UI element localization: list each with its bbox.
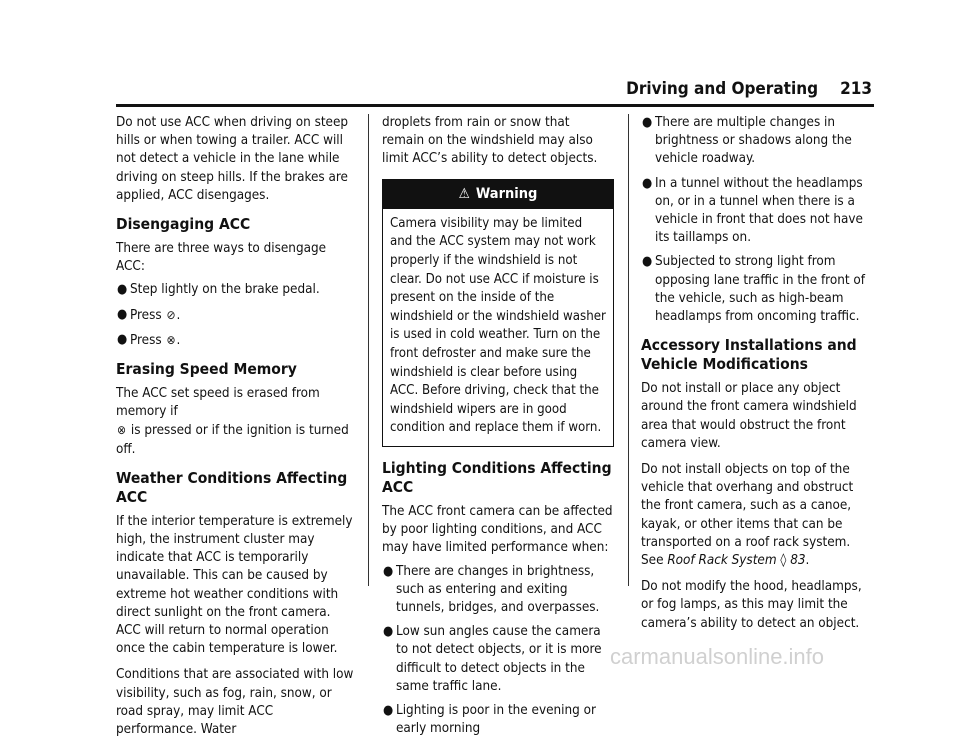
- list-item: ● Lighting is poor in the evening or early morning: [383, 702, 596, 737]
- bullet-list: [641, 114, 875, 326]
- column-1: [116, 114, 356, 747]
- list-item: ● There are changes in brightness, such as entering and exiting tunnels, bridges, and overpasses.: [383, 563, 600, 615]
- heading-accessory: Accessory Installations and Vehicle Modifications: [641, 336, 857, 374]
- watermark: carmanualsonline.info: [610, 644, 825, 669]
- column-3: [641, 114, 875, 641]
- paragraph: Do not install or place any object around the front camera windshield area that would obstruct the front camera view.: [641, 381, 857, 451]
- list-item: ● Low sun angles cause the camera to not detect objects, or it is more difficult to detect objects in the same traffic lane.: [383, 624, 602, 694]
- warning-triangle-icon: ⚠: [458, 185, 470, 202]
- paragraph: Do not modify the hood, headlamps, or fog lamps, as this may limit the camera’s ability to detect an object.: [641, 579, 862, 631]
- column-divider: [368, 114, 369, 586]
- paragraph: The ACC front camera can be affected by poor lighting conditions, and ACC may have limited performance when:: [382, 503, 613, 556]
- paragraph: The ACC set speed is erased from memory if ⊗ is pressed or if the ignition is turned off.: [116, 386, 349, 457]
- list-item: ● Step lightly on the brake pedal.: [116, 281, 356, 299]
- list-item: ● Subjected to strong light from opposing lane traffic in the front of the vehicle, such as high-beam headlamps from oncoming traffic.: [642, 254, 865, 325]
- paragraph: droplets from rain or snow that remain on the windshield may also limit ACC’s ability to detect objects.: [382, 115, 598, 167]
- header-rule: [116, 104, 874, 107]
- paragraph: Conditions that are associated with low visibility, such as fog, rain, snow, or road spray, may limit ACC performance. Water: [116, 667, 354, 738]
- heading-disengaging: Disengaging ACC: [116, 215, 251, 234]
- list-item: ● In a tunnel without the headlamps on, or in a tunnel when there is a vehicle in front that does not have its taillamps on.: [642, 175, 863, 246]
- paragraph: There are three ways to disengage ACC:: [116, 241, 327, 275]
- bullet-icon: ●: [383, 624, 394, 640]
- page-ref-icon: ◊: [780, 553, 787, 569]
- bullet-list: [116, 281, 356, 350]
- warning-header: ⚠ Warning: [383, 180, 613, 209]
- heading-erasing: Erasing Speed Memory: [116, 360, 297, 379]
- list-item: ● Press ⊘.: [117, 306, 181, 323]
- running-head: [626, 79, 872, 99]
- bullet-icon: ●: [642, 175, 653, 191]
- cross-reference-link[interactable]: Roof Rack System: [667, 553, 777, 569]
- bullet-icon: ●: [642, 115, 653, 130]
- bullet-icon: ●: [117, 282, 128, 298]
- page-number: 213: [840, 79, 872, 99]
- bullet-icon: ●: [642, 254, 653, 270]
- bullet-icon: ●: [383, 702, 394, 718]
- paragraph: Do not use ACC when driving on steep hills or when towing a trailer. ACC will not detect a vehicle in the lane while driving on steep hills. If the brakes are applied, ACC disengages.: [116, 115, 349, 203]
- bullet-icon: ●: [117, 331, 128, 347]
- cruise-off-icon: ⊗: [117, 423, 127, 438]
- paragraph: Do not install objects on top of the vehicle that overhang and obstruct the front camera, such as a canoe, kayak, or other items that can be transported on a roof rack system. See Roof Rack System ◊ 83.: [641, 462, 854, 569]
- paragraph: If the interior temperature is extremely high, the instrument cluster may indicate that ACC is temporarily unavailable. This can be caused by extreme hot weather conditions with direct sunlight on the front camera. ACC will return to normal operation once the cabin temperature is lower.: [116, 513, 353, 657]
- page-reference[interactable]: 83: [790, 553, 806, 569]
- column-divider: [628, 114, 629, 586]
- column-2: [382, 114, 614, 744]
- heading-weather: Weather Conditions Affecting ACC: [116, 468, 348, 506]
- warning-text: Camera visibility may be limited and the ACC system may not work properly if the windshield is not clear. Do not use ACC if moisture is present on the inside of the windshield or the windshield washer is used in cold weather. Turn on the front defroster and make sure the windshield is clear before using ACC. Before driving, check that the windshield wipers are in good condition and replace them if worn.: [390, 215, 606, 436]
- bullet-list: [382, 563, 614, 739]
- bullet-icon: ●: [383, 563, 394, 579]
- list-item: ● There are multiple changes in brightness or shadows along the vehicle roadway.: [642, 115, 852, 167]
- warning-box: [382, 179, 614, 447]
- cruise-off-icon: ⊗: [166, 332, 176, 347]
- bullet-icon: ●: [117, 306, 128, 322]
- heading-lighting: Lighting Conditions Affecting ACC: [382, 458, 612, 496]
- list-item: ● Press ⊗.: [117, 331, 181, 348]
- cancel-cruise-icon: ⊘: [166, 307, 176, 322]
- section-title: Driving and Operating: [626, 79, 819, 99]
